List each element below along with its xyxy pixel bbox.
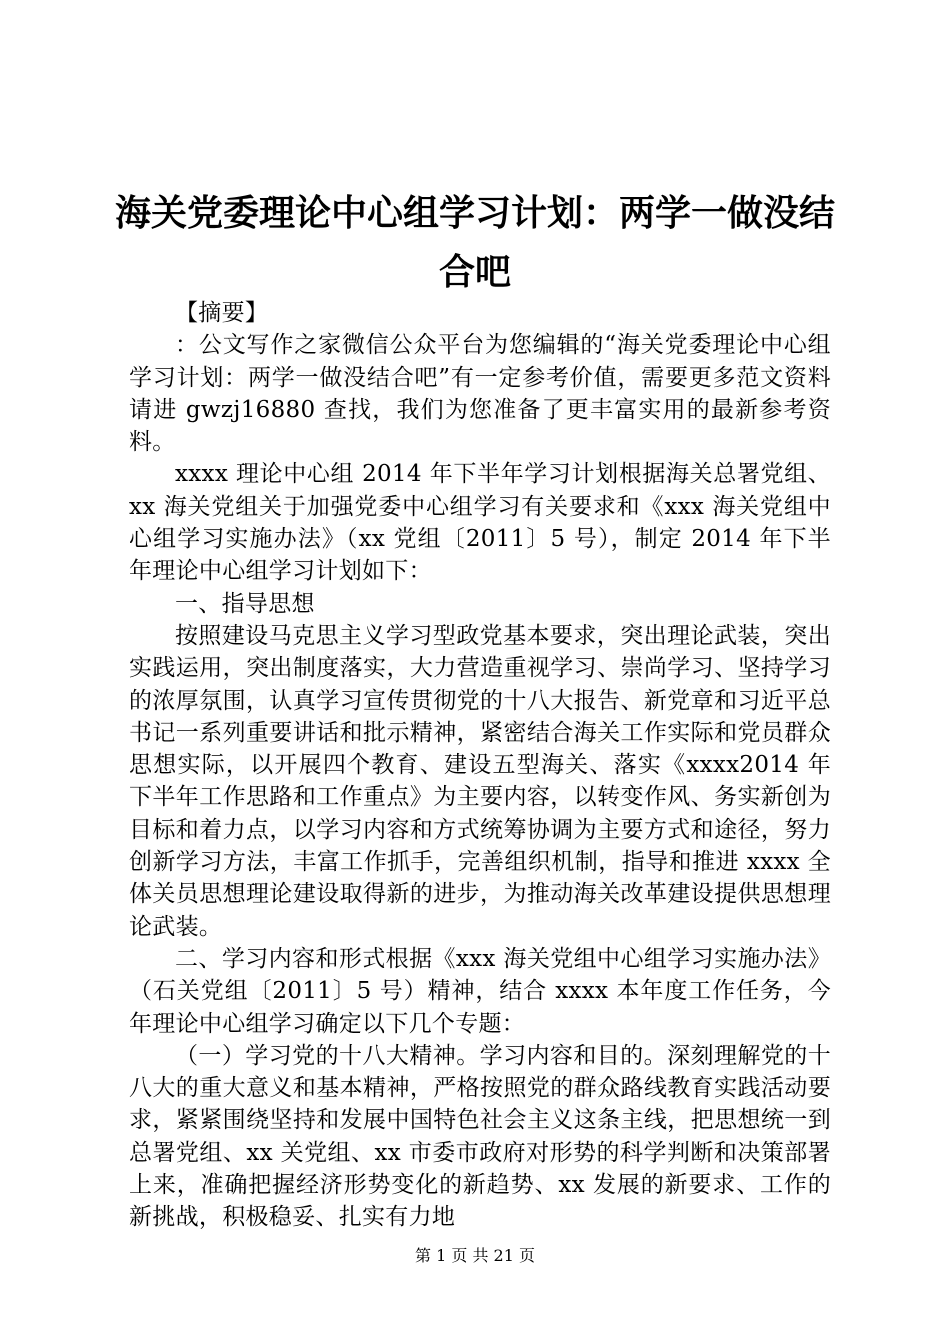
section-heading-guiding-ideology: 一、指导思想 [175, 590, 315, 617]
paragraph-learning-content: 二、学习内容和形式根据《xxx 海关党组中心组学习实施办法》（石关党组〔2011〕5 号）精神，结合 xxxx 本年度工作任务，今年理论中心组学习确定以下几个专题： [129, 945, 831, 1037]
document-title-line-2: 合吧 [438, 251, 511, 293]
paragraph-intro: xxxx 理论中心组 2014 年下半年学习计划根据海关总署党组、xx 海关党组关于加强党委中心组学习有关要求和《xxx 海关党组中心组学习实施办法》（xx 党组〔2011〕5 号），制定 2014 年下半年理论中心组学习计划如下： [129, 461, 831, 585]
abstract-heading: 【摘要】 [175, 300, 269, 326]
paragraph-guiding-ideology: 按照建设马克思主义学习型政党基本要求，突出理论武装，突出实践运用，突出制度落实，大力营造重视学习、崇尚学习、坚持学习的浓厚氛围，认真学习宣传贯彻党的十八大报告、新党章和习近平总书记一系列重要讲话和批示精神，紧密结合海关工作实际和党员群众思想实际，以开展四个教育、建设五型海关、落实《xxxx2014 年下半年工作思路和工作重点》为主要内容，以转变作风、务实新创为目标和着力点，以学习内容和方式统筹协调为主要方式和途径，努力创新学习方法，丰富工作抓手，完善组织机制，指导和推进 xxxx 全体关员思想理论建设取得新的进步，为推动海关改革建设提供思想理论武装。 [129, 622, 831, 940]
document-body [129, 297, 831, 1234]
page-number-footer: 第 1 页 共 21 页 [415, 1246, 535, 1265]
paragraph-topic-one: （一）学习党的十八大精神。学习内容和目的。深刻理解党的十八大的重大意义和基本精神，严格按照党的群众路线教育实践活动要求，紧紧围绕坚持和发展中国特色社会主义这条主线，把思想统一到总署党组、xx 关党组、xx 市委市政府对形势的科学判断和决策部署上来，准确把握经济形势变化的新趋势、xx 发展的新要求、工作的新挑战，积极稳妥、扎实有力地 [129, 1042, 831, 1231]
paragraph-abstract: ：公文写作之家微信公众平台为您编辑的“海关党委理论中心组学习计划：两学一做没结合吧”有一定参考价值，需要更多范文资料请进 gwzj16880 查找，我们为您准备了更丰富实用的最新参考资料。 [129, 332, 831, 456]
document-title-line-1: 海关党委理论中心组学习计划：两学一做没结 [114, 192, 835, 234]
